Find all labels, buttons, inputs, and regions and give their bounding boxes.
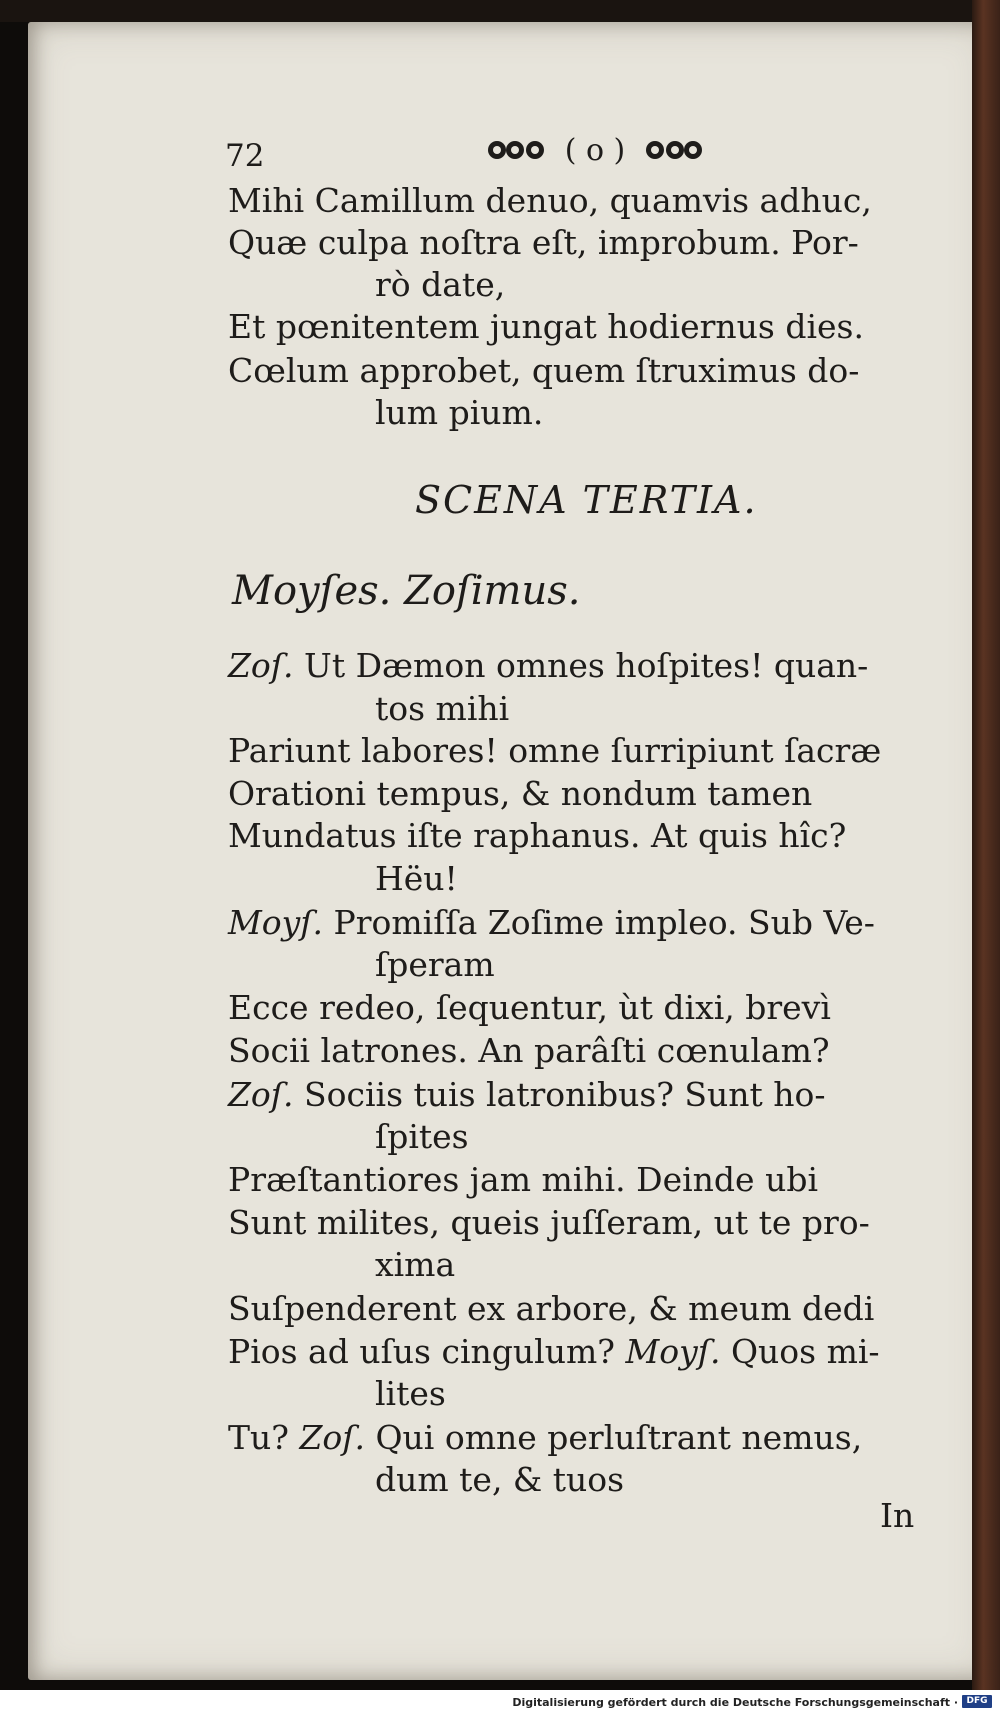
text-line xyxy=(228,1331,958,1373)
speaker-label: Zoſ. xyxy=(228,1075,294,1114)
text-line: xima xyxy=(375,1245,456,1284)
text-line: Mundatus iſte raphanus. At quis hîc? xyxy=(228,816,847,855)
text-line: tos mihi xyxy=(375,689,510,728)
text-line: Mihi Camillum denuo, quamvis adhuc, xyxy=(228,181,872,220)
right-ornament-icon xyxy=(635,135,705,165)
text-line xyxy=(228,1074,958,1116)
text-line: dum te, & tuos xyxy=(375,1460,625,1499)
text-line: Præſtantiores jam mihi. Deinde ubi xyxy=(228,1160,819,1199)
text-line xyxy=(228,902,958,944)
footer-credit: Digitalisierung gefördert durch die Deutsche Forschungsgemeinschaft · xyxy=(512,1696,958,1709)
text-line: Suſpenderent ex arbore, & meum dedi xyxy=(228,1289,875,1328)
text-line xyxy=(228,645,958,687)
text-line: rò date, xyxy=(375,265,506,304)
verse-text: Pios ad uſus cingulum? xyxy=(228,1332,615,1371)
verse-text: Qui omne perluſtrant nemus, xyxy=(375,1418,863,1457)
character-list: Moyſes. Zoſimus. xyxy=(232,568,581,614)
catchword: In xyxy=(880,1496,915,1535)
text-line: Pariunt labores! omne ſurripiunt ſacræ xyxy=(228,731,882,770)
dfg-logo: DFG xyxy=(962,1695,992,1708)
verse-text: Promiſſa Zoſime impleo. Sub Ve- xyxy=(333,903,875,942)
scan-top-border xyxy=(0,0,1000,22)
text-line: ſperam xyxy=(375,945,495,984)
text-line: lum pium. xyxy=(375,393,544,432)
page-number: 72 xyxy=(225,138,265,174)
verse-text: Ut Dæmon omnes hoſpites! quan- xyxy=(304,646,869,685)
text-line: Socii latrones. An parâſti cœnulam? xyxy=(228,1031,830,1070)
text-line: Ecce redeo, ſequentur, ùt dixi, brevì xyxy=(228,988,831,1027)
verse-text: Sociis tuis latronibus? Sunt ho- xyxy=(304,1075,826,1114)
speaker-label: Zoſ. xyxy=(228,646,294,685)
ornament-center: ( o ) xyxy=(564,132,626,168)
text-line: Sunt milites, queis juſſeram, ut te pro- xyxy=(228,1203,870,1242)
text-line xyxy=(228,1417,958,1459)
text-line: Quæ culpa noſtra eſt, improbum. Por- xyxy=(228,223,859,262)
header-ornament xyxy=(455,128,735,172)
text-line: lites xyxy=(375,1374,446,1413)
speaker-label: Zoſ. xyxy=(299,1418,365,1457)
text-line: Orationi tempus, & nondum tamen xyxy=(228,774,813,813)
verse-text: Tu? xyxy=(228,1418,289,1457)
text-line: Cœlum approbet, quem ſtruximus do- xyxy=(228,351,860,390)
text-line: ſpites xyxy=(375,1117,469,1156)
text-line: Hëu! xyxy=(375,859,458,898)
verse-text: Quos mi- xyxy=(730,1332,880,1371)
text-line: Et pœnitentem jungat hodiernus dies. xyxy=(228,307,864,346)
scene-title: SCENA TERTIA. xyxy=(415,478,758,522)
left-ornament-icon xyxy=(485,135,555,165)
speaker-label: Moyſ. xyxy=(625,1332,721,1371)
speaker-label: Moyſ. xyxy=(228,903,324,942)
